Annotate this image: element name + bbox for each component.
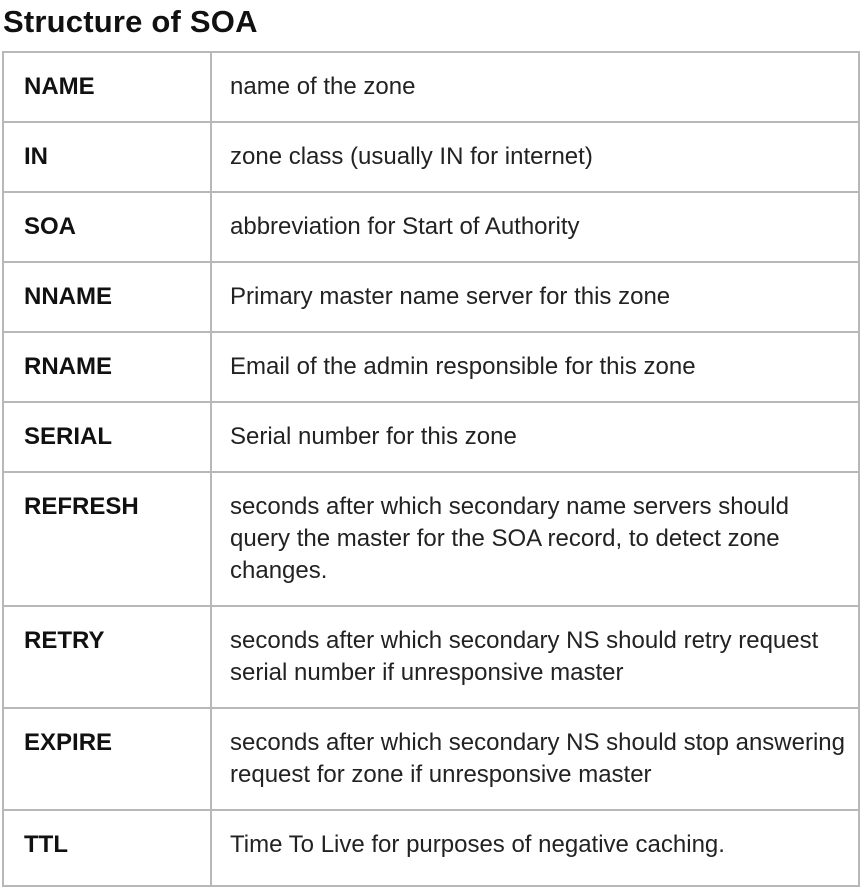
field-name: SOA [3,192,211,262]
table-row-in [3,122,859,192]
table-row-expire [3,708,859,810]
table-row-retry [3,606,859,708]
table-row-name [3,52,859,122]
table-row-rname [3,332,859,402]
field-name: REFRESH [3,472,211,606]
field-description: zone class (usually IN for internet) [211,122,859,192]
field-name: RETRY [3,606,211,708]
table-row-nname [3,262,859,332]
field-description: seconds after which secondary NS should retry request serial number if unresponsive master [211,606,859,708]
table-row-refresh [3,472,859,606]
field-name: RNAME [3,332,211,402]
field-description: Email of the admin responsible for this zone [211,332,859,402]
field-description: name of the zone [211,52,859,122]
field-description: Primary master name server for this zone [211,262,859,332]
field-name: NNAME [3,262,211,332]
field-name: IN [3,122,211,192]
field-description: seconds after which secondary name servers should query the master for the SOA record, to detect zone changes. [211,472,859,606]
soa-structure-table [2,51,860,887]
field-description: seconds after which secondary NS should stop answering request for zone if unresponsive master [211,708,859,810]
field-description: abbreviation for Start of Authority [211,192,859,262]
field-description: Serial number for this zone [211,402,859,472]
field-name: TTL [3,810,211,886]
field-name: EXPIRE [3,708,211,810]
field-name: SERIAL [3,402,211,472]
table-row-ttl [3,810,859,886]
table-row-serial [3,402,859,472]
page-title: Structure of SOA [3,4,258,39]
field-description: Time To Live for purposes of negative caching. [211,810,859,886]
table-row-soa [3,192,859,262]
field-name: NAME [3,52,211,122]
